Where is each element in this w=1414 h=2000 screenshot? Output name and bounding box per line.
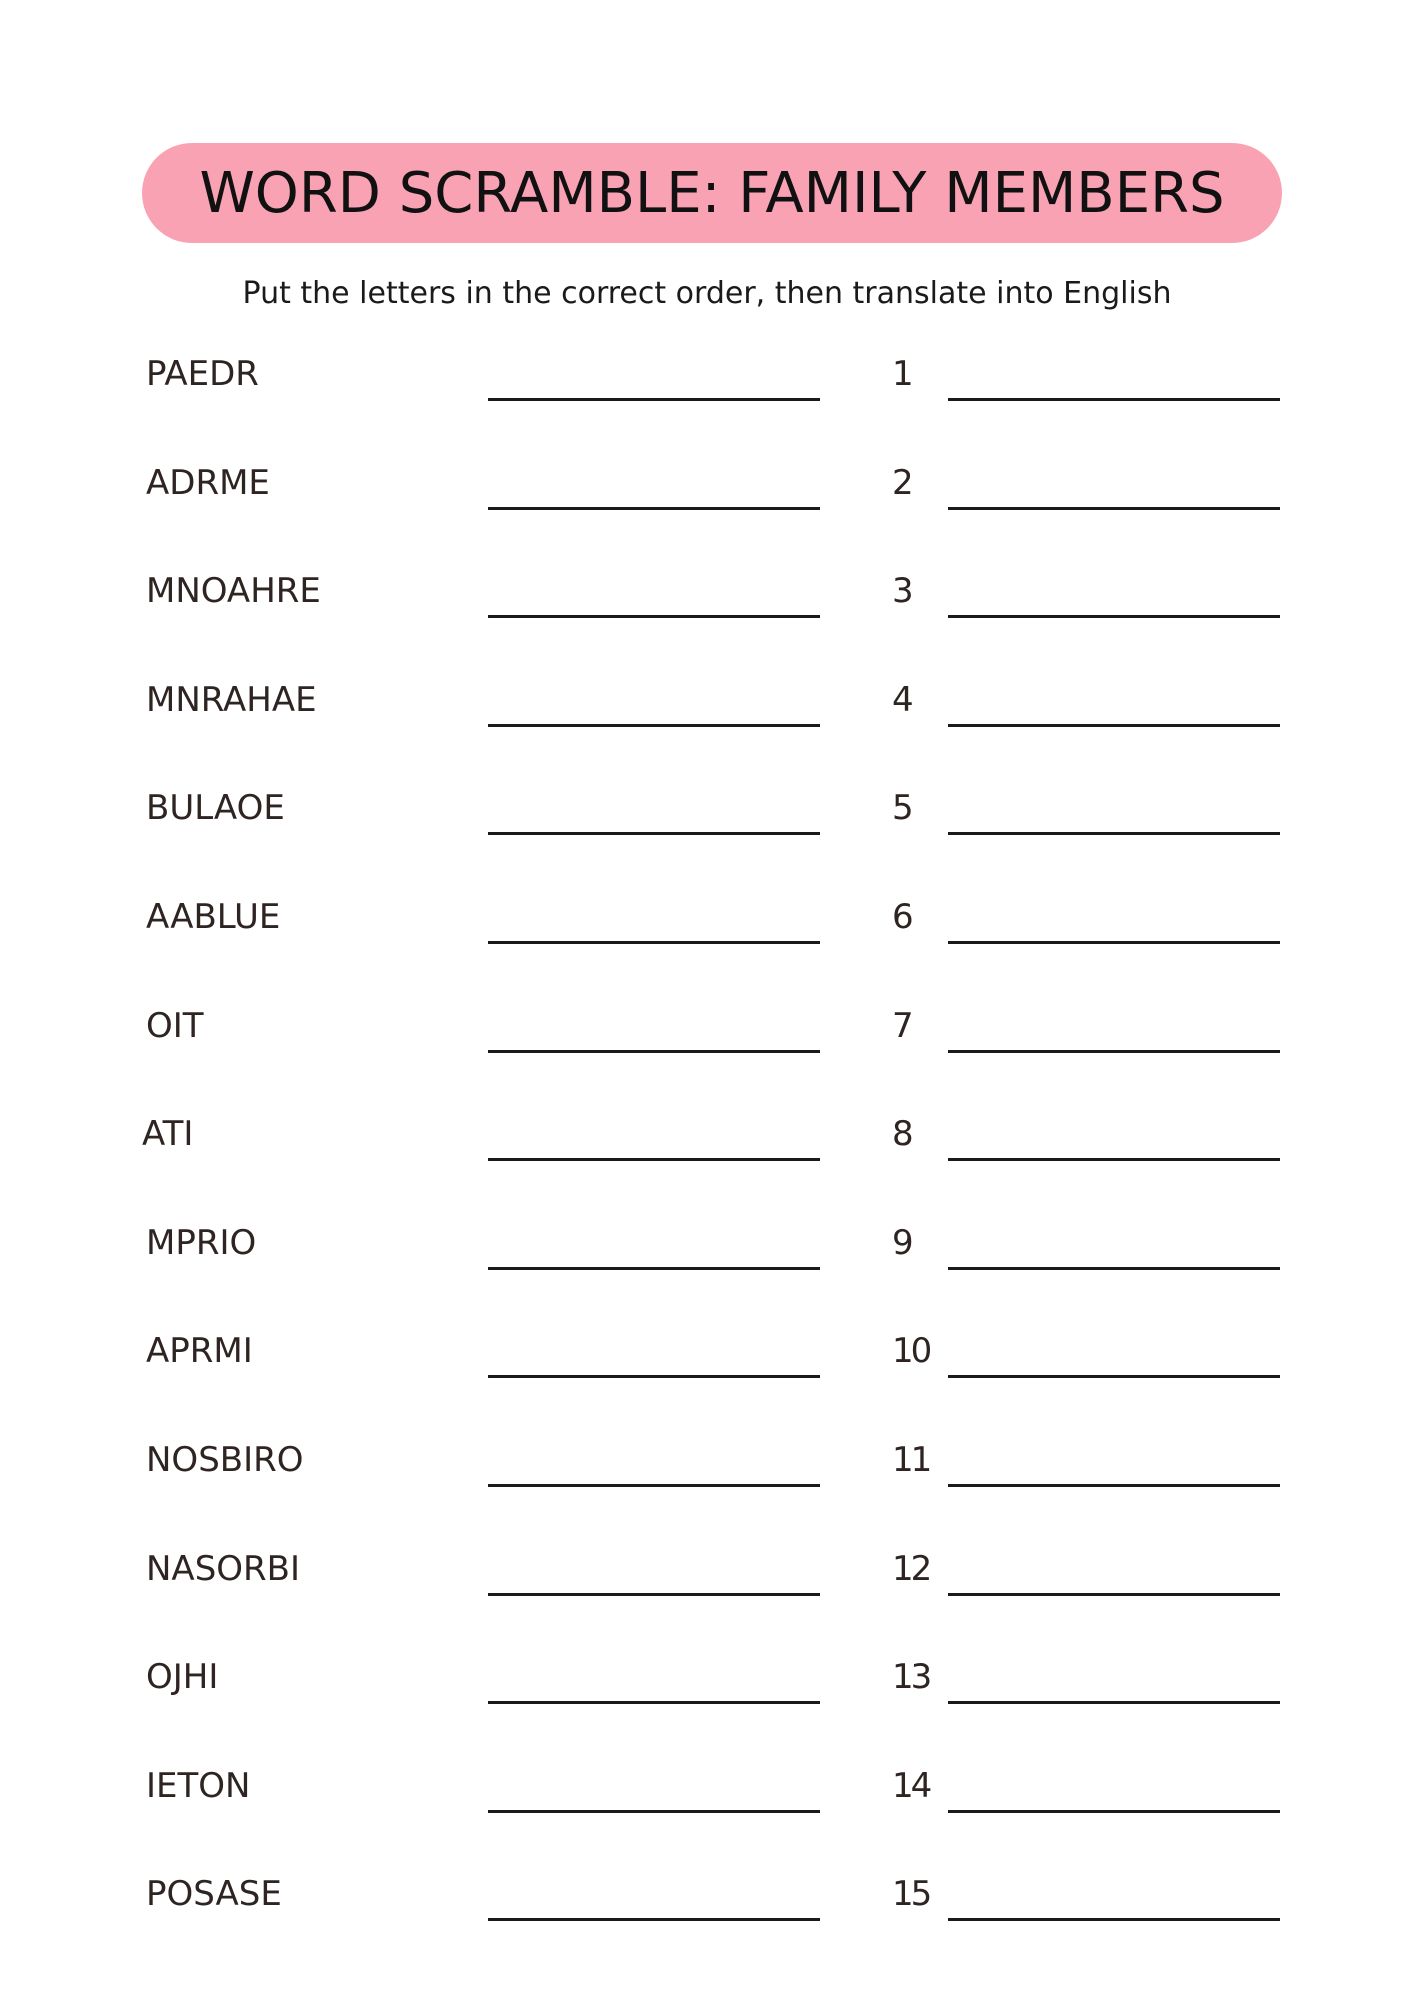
scrambled-word: NOSBIRO	[146, 1440, 304, 1480]
item-number: 8	[892, 1114, 911, 1154]
unscrambled-answer-line[interactable]	[488, 615, 820, 618]
scrambled-word: APRMI	[146, 1331, 253, 1371]
exercise-row	[0, 344, 1414, 404]
item-number: 12	[892, 1549, 930, 1589]
scrambled-word: NASORBI	[146, 1549, 301, 1589]
page-title: WORD SCRAMBLE: FAMILY MEMBERS	[199, 160, 1225, 226]
exercise-row	[0, 1321, 1414, 1381]
item-number: 3	[892, 571, 911, 611]
scrambled-word: MNOAHRE	[146, 571, 321, 611]
scrambled-word: IETON	[146, 1766, 251, 1806]
translation-answer-line[interactable]	[948, 507, 1280, 510]
unscrambled-answer-line[interactable]	[488, 1267, 820, 1270]
exercise-row	[0, 887, 1414, 947]
exercise-row	[0, 670, 1414, 730]
scrambled-word: MPRIO	[146, 1223, 257, 1263]
unscrambled-answer-line[interactable]	[488, 1375, 820, 1378]
exercise-row	[0, 1864, 1414, 1924]
exercise-row	[0, 1104, 1414, 1164]
exercise-row	[0, 1539, 1414, 1599]
translation-answer-line[interactable]	[948, 1375, 1280, 1378]
scrambled-word: ADRME	[146, 463, 270, 503]
scrambled-word: OJHI	[146, 1657, 219, 1697]
unscrambled-answer-line[interactable]	[488, 1701, 820, 1704]
exercise-row	[0, 1213, 1414, 1273]
unscrambled-answer-line[interactable]	[488, 724, 820, 727]
item-number: 14	[892, 1766, 930, 1806]
translation-answer-line[interactable]	[948, 724, 1280, 727]
unscrambled-answer-line[interactable]	[488, 1484, 820, 1487]
exercise-row	[0, 453, 1414, 513]
translation-answer-line[interactable]	[948, 1918, 1280, 1921]
translation-answer-line[interactable]	[948, 1484, 1280, 1487]
unscrambled-answer-line[interactable]	[488, 941, 820, 944]
exercise-row	[0, 1756, 1414, 1816]
item-number: 4	[892, 680, 911, 720]
item-number: 13	[892, 1657, 930, 1697]
item-number: 6	[892, 897, 911, 937]
scrambled-word: MNRAHAE	[146, 680, 317, 720]
scrambled-word: ATI	[142, 1114, 194, 1154]
unscrambled-answer-line[interactable]	[488, 1918, 820, 1921]
item-number: 7	[892, 1006, 911, 1046]
unscrambled-answer-line[interactable]	[488, 1050, 820, 1053]
scrambled-word: BULAOE	[146, 788, 285, 828]
item-number: 2	[892, 463, 911, 503]
exercise-row	[0, 1430, 1414, 1490]
exercise-row	[0, 778, 1414, 838]
translation-answer-line[interactable]	[948, 615, 1280, 618]
exercise-row	[0, 996, 1414, 1056]
scrambled-word: OIT	[146, 1006, 204, 1046]
scrambled-word: AABLUE	[146, 897, 281, 937]
item-number: 10	[892, 1331, 930, 1371]
unscrambled-answer-line[interactable]	[488, 1593, 820, 1596]
translation-answer-line[interactable]	[948, 1158, 1280, 1161]
item-number: 5	[892, 788, 911, 828]
translation-answer-line[interactable]	[948, 1050, 1280, 1053]
exercise-row	[0, 561, 1414, 621]
unscrambled-answer-line[interactable]	[488, 832, 820, 835]
unscrambled-answer-line[interactable]	[488, 1810, 820, 1813]
item-number: 1	[892, 354, 911, 394]
item-number: 15	[892, 1874, 930, 1914]
translation-answer-line[interactable]	[948, 398, 1280, 401]
unscrambled-answer-line[interactable]	[488, 507, 820, 510]
unscrambled-answer-line[interactable]	[488, 1158, 820, 1161]
exercise-row	[0, 1647, 1414, 1707]
translation-answer-line[interactable]	[948, 832, 1280, 835]
scrambled-word: PAEDR	[146, 354, 259, 394]
scrambled-word: POSASE	[146, 1874, 282, 1914]
instructions-text: Put the letters in the correct order, then translate into English	[242, 276, 1172, 311]
translation-answer-line[interactable]	[948, 941, 1280, 944]
translation-answer-line[interactable]	[948, 1810, 1280, 1813]
translation-answer-line[interactable]	[948, 1701, 1280, 1704]
unscrambled-answer-line[interactable]	[488, 398, 820, 401]
item-number: 11	[892, 1440, 930, 1480]
translation-answer-line[interactable]	[948, 1267, 1280, 1270]
translation-answer-line[interactable]	[948, 1593, 1280, 1596]
item-number: 9	[892, 1223, 911, 1263]
